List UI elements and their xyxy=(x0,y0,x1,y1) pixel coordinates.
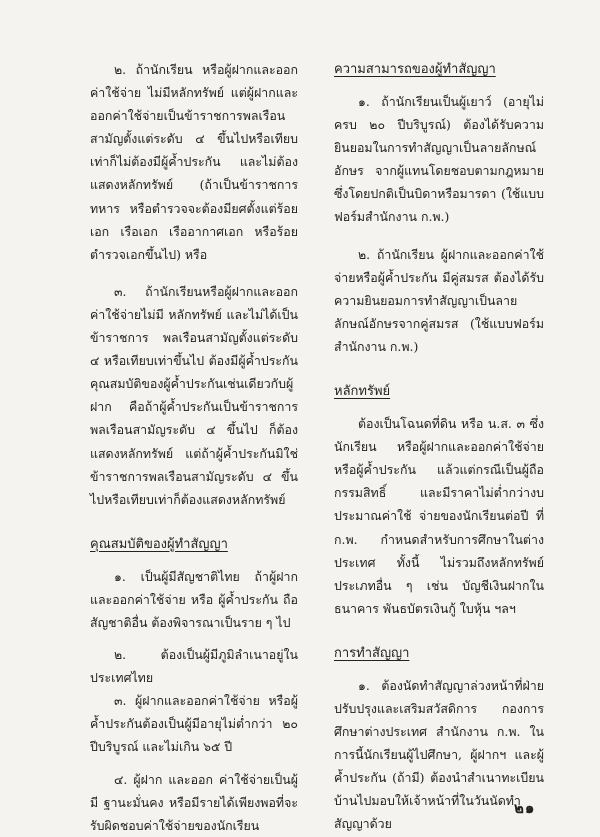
heading-contract: การทำสัญญา xyxy=(334,645,410,661)
guarantee-clause-3: ๓. ถ้านักเรียนหรือผู้ฝากและออกค่าใช้จ่ายไม่มี หลักทรัพย์ และไม่ได้เป็น ข้าราชการ พลเรือนสามัญตั้งแต่ระดับ ๔ หรือเทียบเท่าขึ้นไป ต้องมีผู้ค้ำประกัน คุณสมบัติของผู้ค้ำประกันเช่นเดียวกับผู้ฝาก คือถ้าผู้ค้ำประกันเป็นข้าราชการพลเรือนสามัญระดับ ๔ ขึ้นไป ก็ต้องแสดงหลักทรัพย์ แต่ถ้าผู้ค้ำประกันมิใช่ข้าราชการพลเรือนสามัญระดับ ๔ ขึ้นไปหรือเทียบเท่าก็ต้องแสดงหลักทรัพย์ xyxy=(90,283,298,507)
heading-qualifications: คุณสมบัติของผู้ทำสัญญา xyxy=(90,536,228,552)
guarantee-clause-2: ๒. ถ้านักเรียน หรือผู้ฝากและออกค่าใช้จ่าย ไม่มีหลักทรัพย์ แต่ผู้ฝากและออกค่าใช้จ่ายเป็นข้าราชการพลเรือนสามัญตั้งแต่ระดับ ๔ ขึ้นไปหรือเทียบเท่าก็ไม่ต้องมีผู้ค้ำประกัน และไม่ต้องแสดงหลักทรัพย์ (ถ้าเป็นข้าราชการทหาร หรือตำรวจจะต้องมียศตั้งแต่ร้อยเอก เรือเอก เรืออากาศเอก หรือร้อยตำรวจเอกขึ้นไป) หรือ xyxy=(90,62,298,262)
right-column xyxy=(334,58,544,836)
capacity-1: ๑. ถ้านักเรียนเป็นผู้เยาว์ (อายุไม่ครบ ๒๐ ปีบริบูรณ์) ต้องได้รับความยินยอมในการทำสัญญาเป็นลายลักษณ์อักษร จากผู้แทนโดยชอบตามกฎหมาย ซึ่งโดยปกติเป็นบิดาหรือมารดา (ใช้แบบฟอร์มสำนักงาน ก.พ.) xyxy=(334,94,544,225)
qualification-4: ๔. ผู้ฝาก และออก ค่าใช้จ่ายเป็นผู้มี ฐานะมั่นคง หรือมีรายได้เพียงพอที่จะรับผิดชอบค่าใช้จ่ายของนักเรียน xyxy=(90,771,298,833)
qualification-1: ๑. เป็นผู้มีสัญชาติไทย ถ้าผู้ฝากและออกค่าใช้จ่าย หรือ ผู้ค้ำประกัน ถือสัญชาติอื่น ต้องพิจารณาเป็นราย ๆ ไป xyxy=(90,568,298,630)
collateral-text: ต้องเป็นโฉนดที่ดิน หรือ น.ส. ๓ ซึ่งนักเรียน หรือผู้ฝากและออกค่าใช้จ่าย หรือผู้ค้ำประกัน แล้วแต่กรณีเป็นผู้ถือกรรมสิทธิ์ และมีราคาไม่ต่ำกว่างบ ประมาณค่าใช้ จ่ายของนักเรียนต่อปี ที่ ก.พ. กำหนดสำหรับการศึกษาในต่างประเทศ ทั้งนี้ ไม่รวมถึงหลักทรัพย์ประเภทอื่น ๆ เช่น บัญชีเงินฝากในธนาคาร พันธบัตรเงินกู้ ใบหุ้น ฯลฯ xyxy=(334,416,544,616)
capacity-2: ๒. ถ้านักเรียน ผู้ฝากและออกค่าใช้จ่ายหรือผู้ค้ำประกัน มีคู่สมรส ต้องได้รับความยินยอมการทำสัญญาเป็นลายลักษณ์อักษรจากคู่สมรส (ใช้แบบฟอร์มสำนักงาน ก.พ.) xyxy=(334,246,544,354)
qualification-3: ๓. ผู้ฝากและออกค่าใช้จ่าย หรือผู้ค้ำประกันต้องเป็นผู้มีอายุไม่ต่ำกว่า ๒๐ ปีบริบูรณ์ และไม่เกิน ๖๕ ปี xyxy=(90,693,298,755)
heading-contracting-capacity: ความสามารถของผู้ทำสัญญา xyxy=(334,62,496,77)
contract-1: ๑. ต้องนัดทำสัญญาล่วงหน้าที่ฝ่ายปรับปรุงและเสริมสวัสดิการ กองการศึกษาต่างประเทศ สำนักงาน ก.พ. ในการนี้นักเรียนผู้ไปศึกษา, ผู้ฝากฯ และผู้ค้ำประกัน (ถ้ามี) ต้องนำสำเนาทะเบียนบ้านไปมอบให้เจ้าหน้าที่ในวันนัดทำสัญญาด้วย xyxy=(334,677,544,832)
heading-collateral: หลักทรัพย์ xyxy=(334,384,391,400)
page-number: ๒๑ xyxy=(514,799,536,817)
left-column xyxy=(90,58,298,837)
qualification-2: ๒. ต้องเป็นผู้มีภูมิลำเนาอยู่ในประเทศไทย xyxy=(90,647,298,686)
